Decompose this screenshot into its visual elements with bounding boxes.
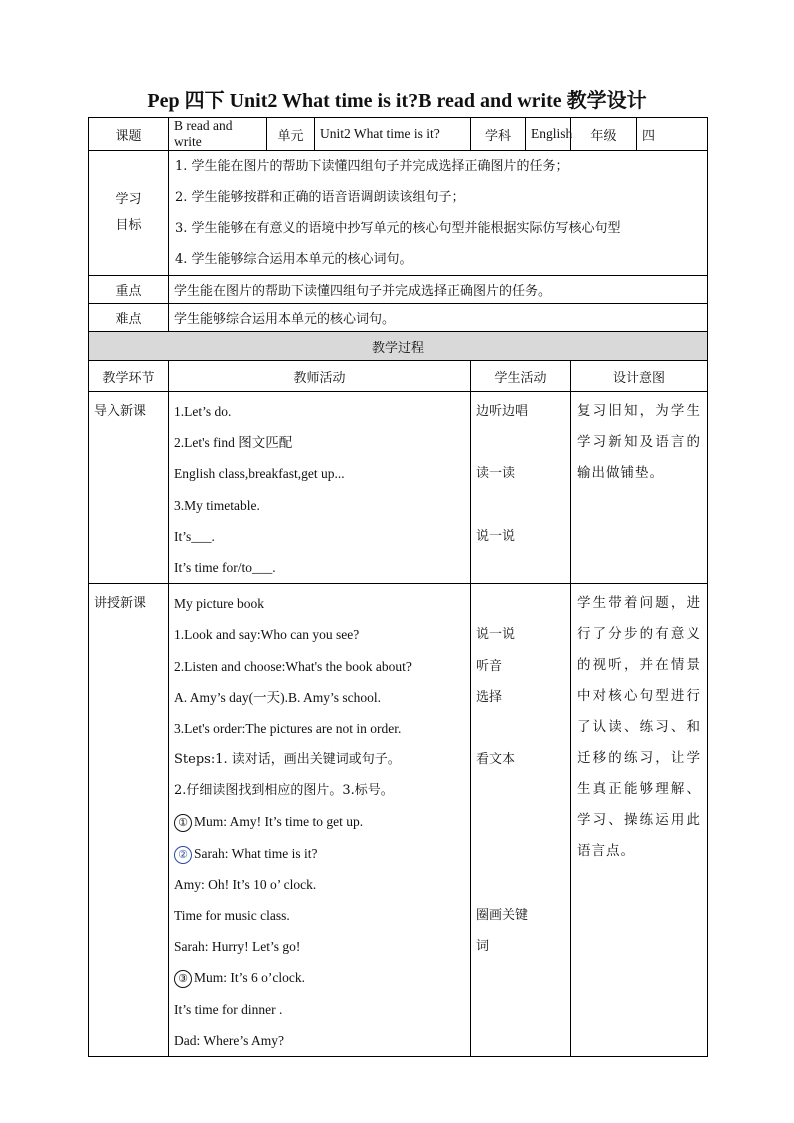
process-header-row xyxy=(89,332,708,361)
key-point-row xyxy=(89,276,708,304)
teacher-line: Steps:1. 读对话，画出关键词或句子。 xyxy=(174,752,401,768)
stage-intro-intent: 复习旧知，为学生学习新知及语言的输出做铺垫。 xyxy=(571,392,708,584)
teacher-line: 3.Let's order:The pictures are not in order. xyxy=(174,720,402,736)
teacher-line-marked xyxy=(174,962,465,993)
col-intent: 设计意图 xyxy=(571,361,708,392)
goals-label: 学习 目标 xyxy=(89,151,169,276)
goals-list xyxy=(169,151,708,276)
student-line: 看文本 xyxy=(476,752,516,768)
goals-row xyxy=(89,151,708,276)
goal-item-1: 1. 学生能在图片的帮助下读懂四组句子并完成选择正确图片的任务； xyxy=(175,159,569,174)
difficulty-row xyxy=(89,304,708,332)
key-point-label: 重点 xyxy=(89,276,169,304)
student-line xyxy=(476,775,565,806)
info-row xyxy=(89,118,708,151)
stage-intro-student xyxy=(471,392,571,584)
student-line xyxy=(476,713,565,744)
circled-number-marker: ① xyxy=(174,814,192,832)
stage-new-intent: 学生带着问题，进行了分步的有意义的视听，并在情景中对核心句型进行了认读、练习、和迁移的练习，让学生真正能够理解、学习、操练运用此语言点。 xyxy=(571,584,708,1057)
teacher-line: English class,breakfast,get up... xyxy=(174,466,345,482)
grade-label: 年级 xyxy=(571,118,637,151)
key-point-text: 学生能在图片的帮助下读懂四组句子并完成选择正确图片的任务。 xyxy=(169,276,708,304)
document-title: Pep 四下 Unit2 What time is it?B read and write 教学设计 xyxy=(147,90,647,112)
process-header: 教学过程 xyxy=(89,332,708,361)
col-stage: 教学环节 xyxy=(89,361,169,392)
stage-new-row xyxy=(89,584,708,1057)
col-teacher: 教师活动 xyxy=(169,361,471,392)
unit-label: 单元 xyxy=(267,118,315,151)
stage-intro-row xyxy=(89,392,708,584)
stage-new-name xyxy=(89,584,169,1057)
stage-intro-label: 导入新课 xyxy=(94,404,147,419)
stage-new-label: 讲授新课 xyxy=(94,596,147,612)
teacher-line: Dad: Where’s Amy? xyxy=(174,1032,284,1048)
column-header-row xyxy=(89,361,708,392)
difficulty-label: 难点 xyxy=(89,304,169,332)
subject-label: 学科 xyxy=(471,118,526,151)
student-line: 圈画关键 xyxy=(476,908,529,923)
teacher-line: Time for music class. xyxy=(174,908,290,923)
circled-number-marker: ② xyxy=(174,846,192,864)
teacher-line: It’s___. xyxy=(174,528,215,544)
teacher-line-marked xyxy=(174,806,465,837)
teacher-line: 1.Look and say:Who can you see? xyxy=(174,627,360,643)
unit-value: Unit2 What time is it? xyxy=(315,118,471,151)
student-line: 听音 xyxy=(476,658,503,674)
student-line xyxy=(476,490,565,521)
stage-new-teacher xyxy=(169,584,471,1057)
student-line xyxy=(476,588,565,619)
difficulty-text: 学生能够综合运用本单元的核心词句。 xyxy=(169,304,708,332)
teacher-line: 3.My timetable. xyxy=(174,497,260,513)
dialogue-text: Mum: It’s 6 o’clock. xyxy=(194,970,305,986)
student-line xyxy=(476,869,565,900)
stage-new-student xyxy=(471,584,571,1057)
teacher-line: 2.仔细读图找到相应的图片。3.标号。 xyxy=(174,783,394,799)
teacher-line: A. Amy’s day(一天).B. Amy’s school. xyxy=(174,689,382,705)
dialogue-text: Mum: Amy! It’s time to get up. xyxy=(194,814,364,830)
student-line xyxy=(476,806,565,837)
student-line xyxy=(476,838,565,869)
student-line: 词 xyxy=(476,939,490,955)
student-line: 读一读 xyxy=(476,466,516,482)
teacher-line: 2.Let's find 图文匹配 xyxy=(174,435,293,451)
teacher-line: It’s time for dinner . xyxy=(174,1001,283,1017)
subject-value: English xyxy=(526,118,571,151)
topic-value: B read and write xyxy=(169,118,267,151)
teacher-line: My picture book xyxy=(174,596,264,612)
teacher-line: Amy: Oh! It’s 10 o’ clock. xyxy=(174,876,317,892)
student-line: 边听边唱 xyxy=(476,404,529,419)
stage-intro-teacher xyxy=(169,392,471,584)
student-line: 说一说 xyxy=(476,627,516,643)
teacher-line: Sarah: Hurry! Let’s go! xyxy=(174,939,301,955)
student-line: 选择 xyxy=(476,689,503,705)
circled-number-marker: ③ xyxy=(174,970,192,988)
topic-label: 课题 xyxy=(89,118,169,151)
col-student: 学生活动 xyxy=(471,361,571,392)
goal-item-2: 2. 学生能够按群和正确的语音语调朗读该组句子； xyxy=(175,190,465,205)
grade-value: 四 xyxy=(637,118,708,151)
lesson-plan-table xyxy=(88,117,708,1057)
teacher-line-marked xyxy=(174,838,465,869)
goal-item-4: 4. 学生能够综合运用本单元的核心词句。 xyxy=(175,252,413,267)
goal-item-3: 3. 学生能够在有意义的语境中抄写单元的核心句型并能根据实际仿写核心句型 xyxy=(175,221,621,236)
teacher-line: 2.Listen and choose:What's the book about? xyxy=(174,658,412,674)
teacher-line: It’s time for/to___. xyxy=(174,559,276,575)
student-line: 说一说 xyxy=(476,528,516,544)
teacher-line: 1.Let’s do. xyxy=(174,404,232,419)
student-line xyxy=(476,427,565,458)
dialogue-text: Sarah: What time is it? xyxy=(194,845,318,861)
stage-intro-name xyxy=(89,392,169,584)
